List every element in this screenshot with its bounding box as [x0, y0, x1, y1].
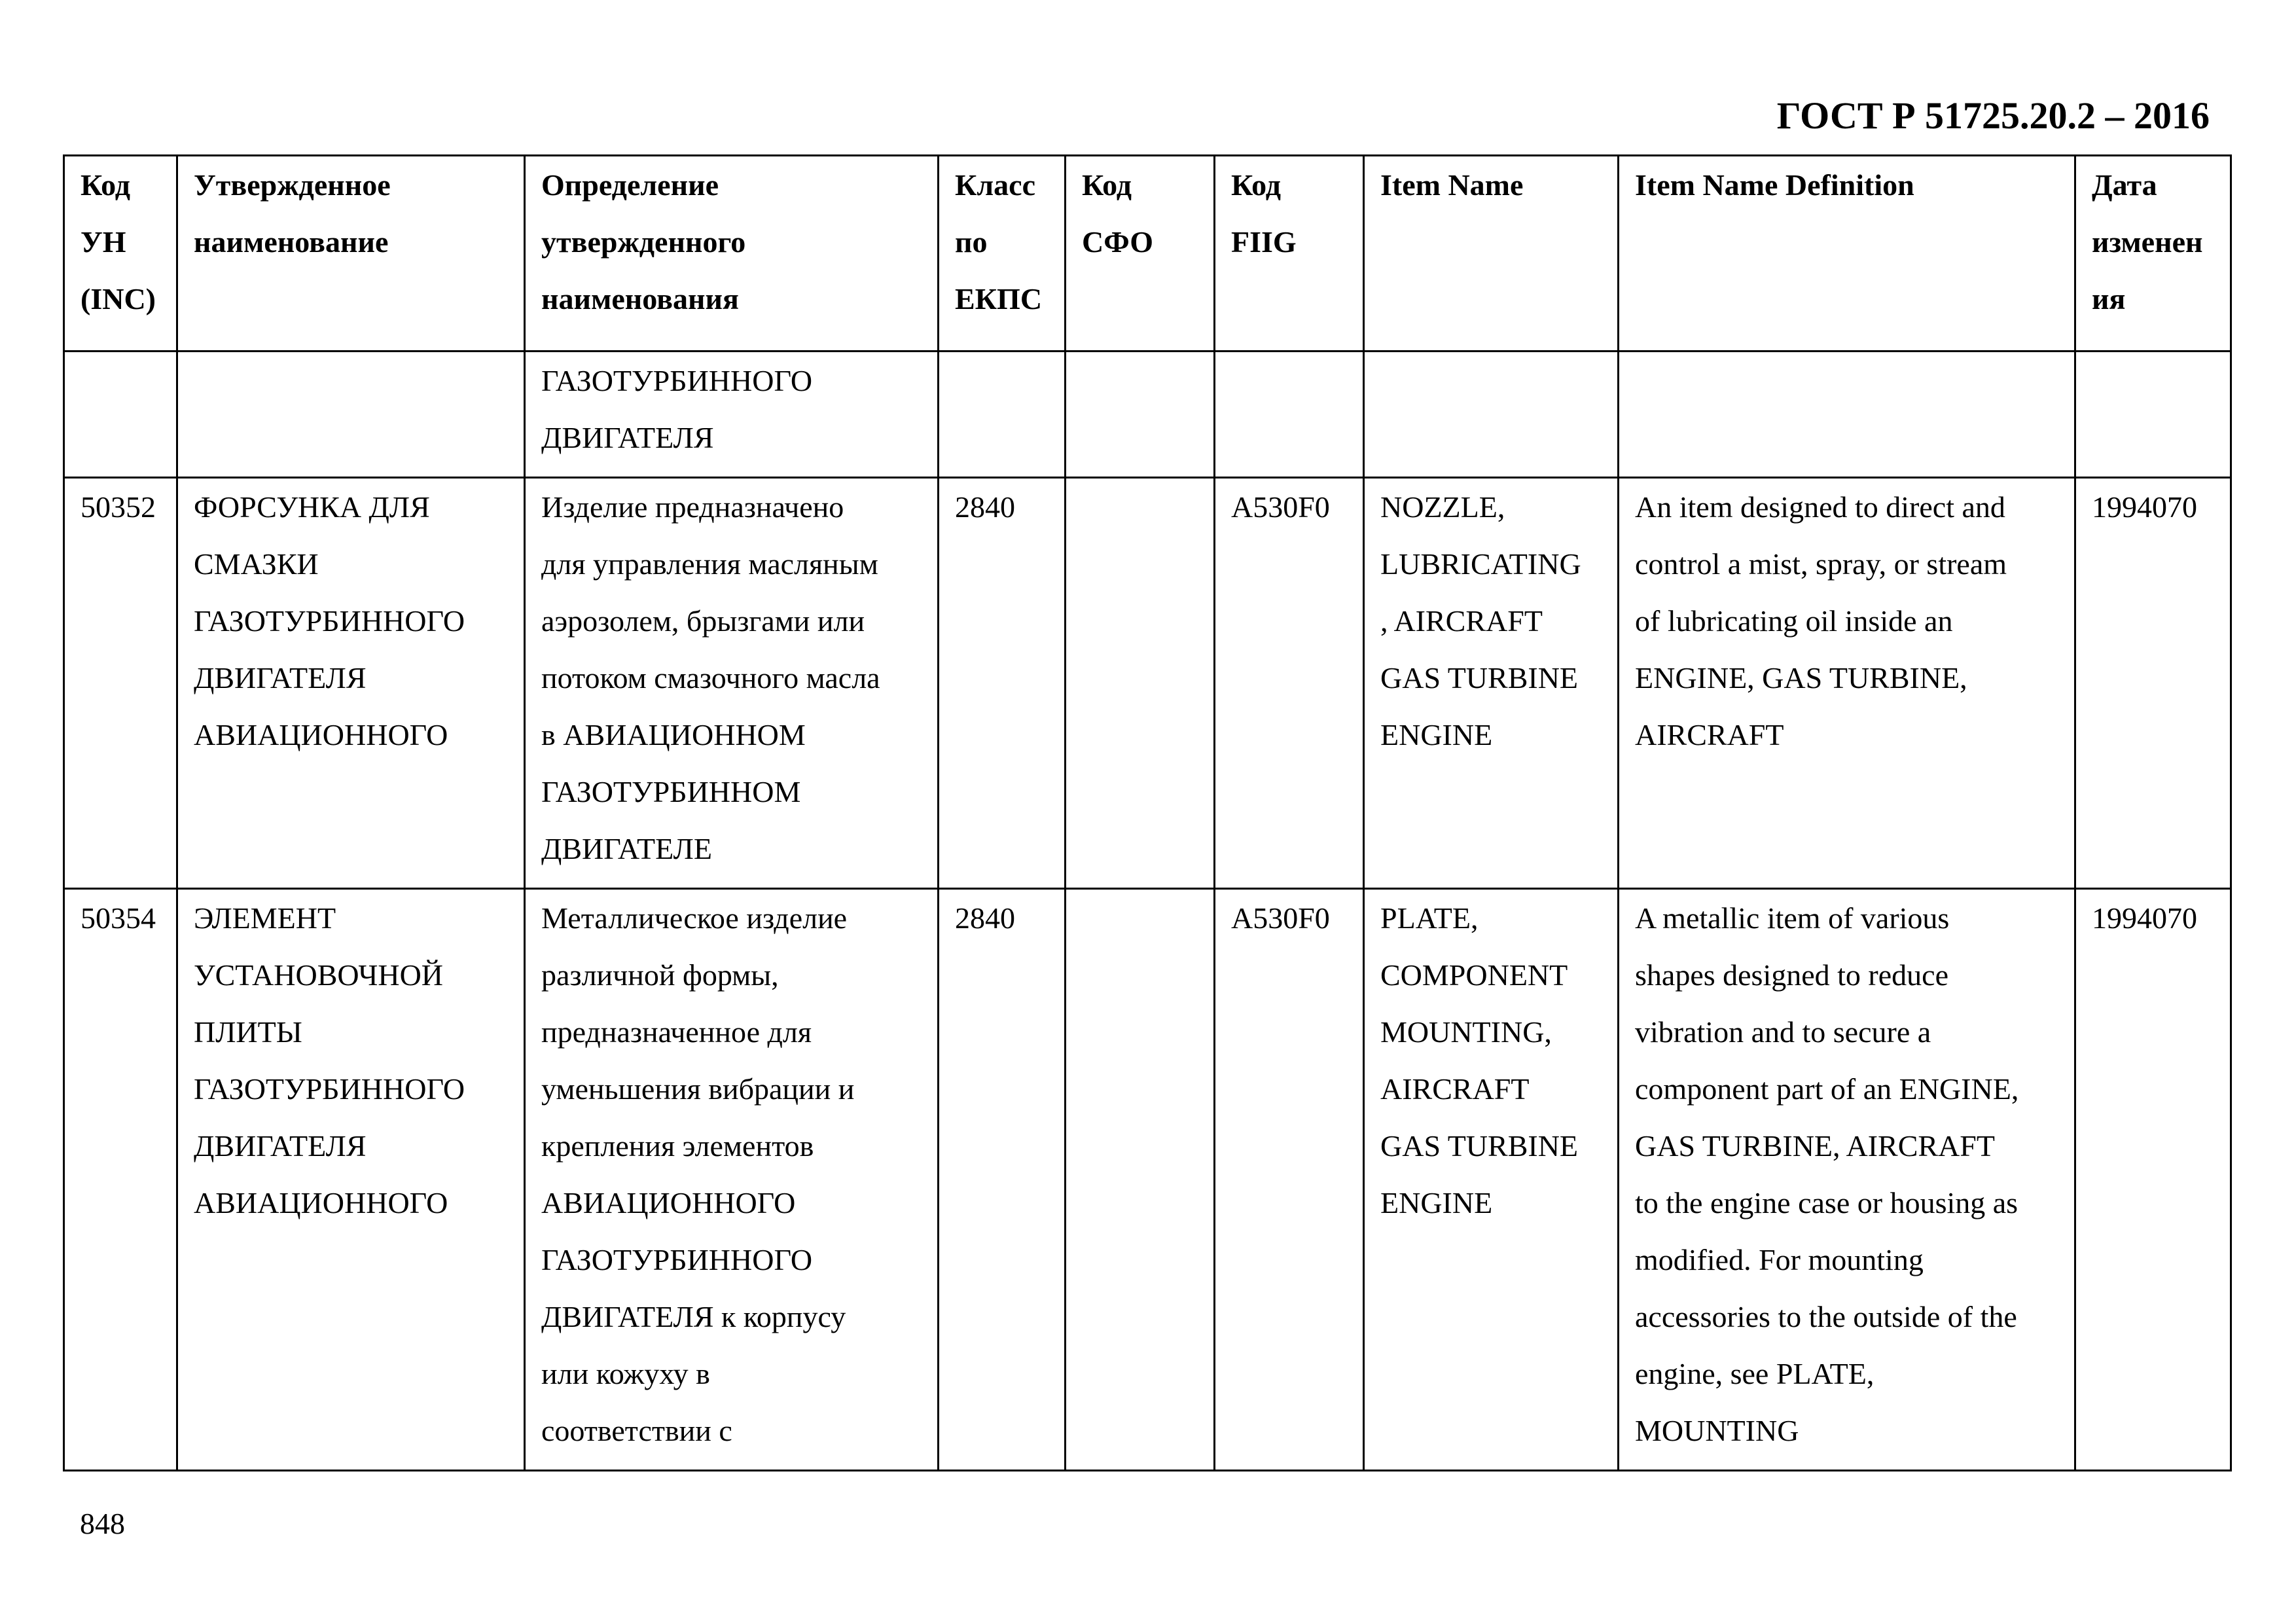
table-cell: [1364, 352, 1619, 478]
cell-sfo: [1066, 478, 1215, 889]
column-header-name-definition: Определение утвержденного наименования: [525, 156, 939, 352]
cell-item-name: NOZZLE, LUBRICATING , AIRCRAFT GAS TURBINE ENGINE: [1364, 478, 1619, 889]
column-header-inc: Код УН (INC): [64, 156, 177, 352]
item-name-table: [63, 154, 2232, 1471]
cell-name-definition: Металлическое изделие различной формы, предназначенное для уменьшения вибрации и крепления элементов АВИАЦИОННОГО ГАЗОТУРБИННОГО ДВИГАТЕЛЯ к корпусу или кожуху в соответствии с: [525, 889, 939, 1471]
cell-class: 2840: [939, 889, 1066, 1471]
cell-change-date: 1994070: [2075, 889, 2231, 1471]
table-row: [64, 889, 2231, 1471]
column-header-class: Класс по ЕКПС: [939, 156, 1066, 352]
cell-fiig: A530F0: [1215, 889, 1364, 1471]
column-header-item-name: Item Name: [1364, 156, 1619, 352]
table-row: [64, 478, 2231, 889]
cell-name-definition: Изделие предназначено для управления масляным аэрозолем, брызгами или потоком смазочного масла в АВИАЦИОННОМ ГАЗОТУРБИННОМ ДВИГАТЕЛЕ: [525, 478, 939, 889]
cell-sfo: [1066, 889, 1215, 1471]
cell-class: 2840: [939, 478, 1066, 889]
table-cell: [1619, 352, 2075, 478]
column-header-item-name-definition: Item Name Definition: [1619, 156, 2075, 352]
column-header-change-date: Дата изменен ия: [2075, 156, 2231, 352]
cell-item-name-definition: A metallic item of various shapes designed to reduce vibration and to secure a component part of an ENGINE, GAS TURBINE, AIRCRAFT to the engine case or housing as modified. For mounting accessories to the outside of the engine, see PLATE, MOUNTING: [1619, 889, 2075, 1471]
table-cell: [2075, 352, 2231, 478]
cell-item-name: PLATE, COMPONENT MOUNTING, AIRCRAFT GAS TURBINE ENGINE: [1364, 889, 1619, 1471]
table-cell: [1215, 352, 1364, 478]
column-header-sfo: Код СФО: [1066, 156, 1215, 352]
cell-item-name-definition: An item designed to direct and control a mist, spray, or stream of lubricating oil inside an ENGINE, GAS TURBINE, AIRCRAFT: [1619, 478, 2075, 889]
cell-fiig: A530F0: [1215, 478, 1364, 889]
table-cell: [1066, 352, 1215, 478]
table-cell: [64, 352, 177, 478]
table-row-continuation: [64, 352, 2231, 478]
cell-approved-name: ЭЛЕМЕНТ УСТАНОВОЧНОЙ ПЛИТЫ ГАЗОТУРБИННОГО ДВИГАТЕЛЯ АВИАЦИОННОГО: [177, 889, 525, 1471]
cell-approved-name: ФОРСУНКА ДЛЯ СМАЗКИ ГАЗОТУРБИННОГО ДВИГАТЕЛЯ АВИАЦИОННОГО: [177, 478, 525, 889]
standard-designation: ГОСТ Р 51725.20.2 – 2016: [1776, 94, 2210, 137]
cell-inc: 50352: [64, 478, 177, 889]
table-cell: [939, 352, 1066, 478]
cell-inc: 50354: [64, 889, 177, 1471]
cell-change-date: 1994070: [2075, 478, 2231, 889]
table-cell: [177, 352, 525, 478]
table-cell: ГАЗОТУРБИННОГО ДВИГАТЕЛЯ: [525, 352, 939, 478]
page-number: 848: [80, 1507, 125, 1540]
table-header-row: [64, 156, 2231, 352]
column-header-fiig: Код FIIG: [1215, 156, 1364, 352]
column-header-approved-name: Утвержденное наименование: [177, 156, 525, 352]
